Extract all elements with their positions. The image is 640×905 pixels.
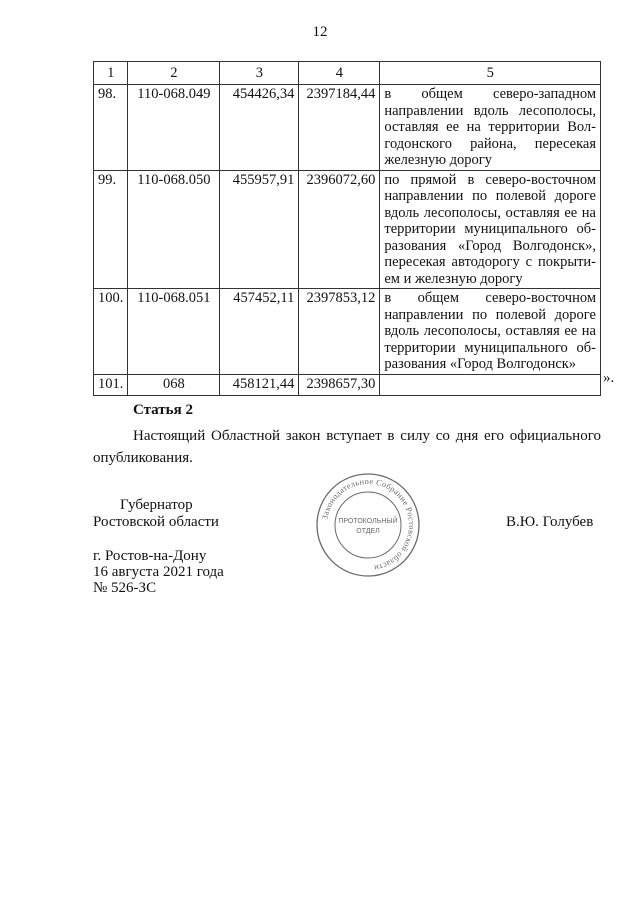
boundary-description: по прямой в северо-восточном направлении по полевой дороге вдоль лесополосы, оставляя ее на территории муниципального об-разования «Город Волгодонск», пересекая автодорогу с покрыти-ем и железную дорогу (380, 170, 601, 289)
boundary-description: в общем северо-восточном направлении по полевой дороге вдоль лесополосы, оставляя ее на территории муниципального об-разования «Город Волгодонск» (380, 289, 601, 375)
article-title: Статья 2 (133, 402, 193, 418)
row-number: 99. (94, 170, 128, 289)
seal-ring-text: Законодательное Собрание Ростовской области (320, 476, 417, 573)
table-row (94, 374, 601, 395)
issue-details (93, 548, 224, 596)
header-col-4: 4 (299, 62, 380, 85)
header-col-3: 3 (220, 62, 299, 85)
table-row (94, 85, 601, 171)
row-number: 98. (94, 85, 128, 171)
page-number: 12 (312, 24, 328, 40)
boundary-description (380, 374, 601, 395)
table-row (94, 170, 601, 289)
coordinate-y: 2396072,60 (299, 170, 380, 289)
point-code: 068 (128, 374, 220, 395)
point-code: 110-068.049 (128, 85, 220, 171)
header-col-5: 5 (380, 62, 601, 85)
official-seal-stamp (314, 471, 422, 579)
header-col-2: 2 (128, 62, 220, 85)
boundary-points-table (93, 61, 601, 396)
coordinate-y: 2398657,30 (299, 374, 380, 395)
row-number: 101. (94, 374, 128, 395)
coordinate-x: 457452,11 (220, 289, 299, 375)
table-row (94, 289, 601, 375)
signatory-region: Ростовской области (93, 514, 219, 530)
seal-center-line-2: ОТДЕЛ (356, 528, 380, 535)
coordinate-x: 458121,44 (220, 374, 299, 395)
table-header-row (94, 62, 601, 85)
issue-city: г. Ростов-на-Дону (93, 548, 207, 564)
issue-date: 16 августа 2021 года (93, 564, 224, 580)
seal-center-line-1: ПРОТОКОЛЬНЫЙ (338, 518, 398, 525)
coordinate-x: 454426,34 (220, 85, 299, 171)
point-code: 110-068.050 (128, 170, 220, 289)
row-number: 100. (94, 289, 128, 375)
article-body: Настоящий Областной закон вступает в силу со дня его официального опубликования. (93, 428, 601, 466)
signatory-name: В.Ю. Голубев (506, 514, 594, 530)
table-closing-quote: ». (603, 370, 615, 386)
signatory-title: Губернатор (120, 497, 193, 513)
law-number: № 526-ЗС (93, 580, 157, 596)
boundary-description: в общем северо-западном направлении вдоль лесополосы, оставляя ее на территории Вол-годонского района, пересекая железную дорогу (380, 85, 601, 171)
coordinate-x: 455957,91 (220, 170, 299, 289)
coordinate-y: 2397853,12 (299, 289, 380, 375)
header-col-1: 1 (94, 62, 128, 85)
point-code: 110-068.051 (128, 289, 220, 375)
coordinate-y: 2397184,44 (299, 85, 380, 171)
